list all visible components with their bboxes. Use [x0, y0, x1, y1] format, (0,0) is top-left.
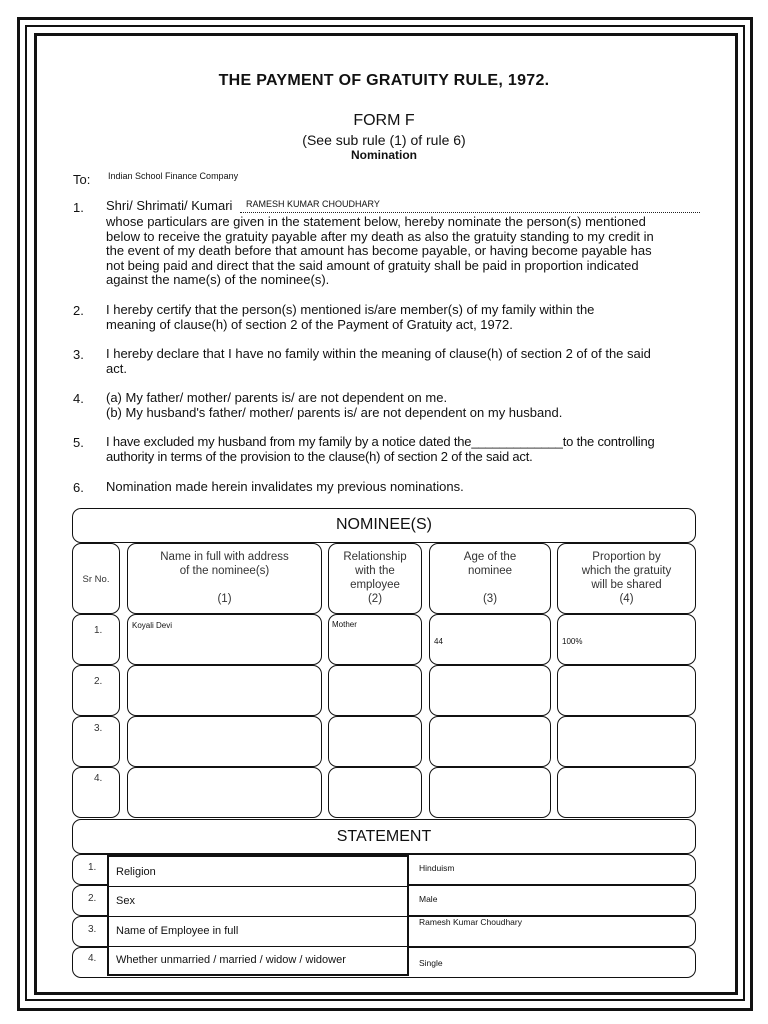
- statement-label: Whether unmarried / married / widow / widower: [116, 954, 346, 966]
- nominee-relation-cell: [328, 614, 422, 665]
- form-heading: Nomination: [351, 148, 417, 162]
- nominee-name-cell: [127, 716, 322, 767]
- statement-label-cell: [109, 917, 407, 947]
- table-row-num-cell: [72, 665, 120, 716]
- header-age-2: nominee: [467, 565, 513, 577]
- employee-name-value: RAMESH KUMAR CHOUDHARY: [246, 199, 380, 209]
- statement-row-number: 3.: [88, 924, 97, 935]
- header-age-3: (3): [482, 593, 498, 605]
- statement-value: Ramesh Kumar Choudhary: [419, 917, 522, 927]
- nominee-name-cell: [127, 614, 322, 665]
- statement-label-cell: [109, 857, 407, 887]
- nominee-name-cell: [127, 767, 322, 818]
- header-relation-cell: [328, 543, 422, 614]
- item-number: 4.: [73, 391, 84, 406]
- header-age-1: Age of the: [463, 551, 517, 563]
- nominee-age-cell: [429, 665, 551, 716]
- nominees-title-band: [72, 508, 696, 543]
- text-line: (a) My father/ mother/ parents is/ are not dependent on me.: [106, 390, 448, 405]
- to-value: Indian School Finance Company: [108, 171, 239, 181]
- table-row-num-cell: [72, 767, 120, 818]
- header-relation-1: Relationship: [343, 551, 407, 563]
- statement-row-number: 4.: [88, 953, 97, 964]
- text-line: Nomination made herein invalidates my previous nominations.: [106, 479, 464, 494]
- statement-title-band: [72, 819, 696, 854]
- header-proportion-1: Proportion by: [592, 551, 661, 563]
- nominee-age-cell: [429, 614, 551, 665]
- nominee-relation: Mother: [332, 620, 357, 629]
- nominee-proportion-cell: [557, 767, 696, 818]
- row-number: 4.: [94, 773, 103, 784]
- header-age-cell: [429, 543, 551, 614]
- header-name-3: (1): [217, 593, 232, 605]
- row-number: 1.: [94, 625, 103, 636]
- header-name-cell: [127, 543, 322, 614]
- nominee-proportion-cell: [557, 716, 696, 767]
- table-row-num-cell: [72, 716, 120, 767]
- nominee-name: Koyali Devi: [132, 621, 173, 630]
- text-line: act.: [106, 360, 127, 376]
- text-line: not being paid and direct that the said amount of gratuity shall be paid in proportion indicated: [106, 257, 639, 273]
- item-number: 1.: [73, 200, 84, 215]
- statement-label-cell: [109, 947, 407, 974]
- statement-value: Single: [419, 958, 443, 968]
- header-relation-3: employee: [350, 579, 400, 591]
- text-line: below to receive the gratuity payable after my death as also the gratuity standing to my credit in: [106, 228, 654, 244]
- item-1-text: [106, 215, 706, 288]
- statement-label-box: [107, 855, 409, 976]
- form-title: THE PAYMENT OF GRATUITY RULE, 1972.: [218, 72, 550, 89]
- to-label: To:: [73, 172, 91, 187]
- header-name-1: Name in full with address: [160, 551, 289, 563]
- nominee-age: 44: [434, 637, 443, 646]
- sub-rule: (See sub rule (1) of rule 6): [302, 132, 466, 148]
- nominee-proportion-cell: [557, 614, 696, 665]
- text-line: against the name(s) of the nominee(s).: [106, 272, 330, 287]
- header-proportion-4: (4): [619, 593, 634, 605]
- text-line: I hereby declare that I have no family within the meaning of clause(h) of section 2 of of the said: [106, 346, 651, 361]
- row-number: 3.: [94, 723, 103, 734]
- text-line: meaning of clause(h) of section 2 of the Payment of Gratuity act, 1972.: [106, 316, 513, 332]
- header-sr-cell: [72, 543, 120, 614]
- row-number: 2.: [94, 676, 103, 687]
- nominee-relation-cell: [328, 716, 422, 767]
- item-5-text: [106, 435, 706, 464]
- statement-row-number: 2.: [88, 893, 97, 904]
- statement-label: Religion: [116, 866, 156, 878]
- header-proportion-3: will be shared: [591, 579, 662, 591]
- statement-label-cell: [109, 887, 407, 917]
- nominee-age-cell: [429, 767, 551, 818]
- header-relation-2: with the: [355, 565, 395, 577]
- nominee-proportion: 100%: [562, 637, 583, 646]
- name-dotted-line: [240, 212, 700, 213]
- header-name-2: of the nominee(s): [179, 565, 270, 577]
- header-proportion-2: which the gratuity: [581, 565, 672, 577]
- nominee-name-cell: [127, 665, 322, 716]
- text-line: authority in terms of the provision to the clause(h) of section 2 of the said act.: [106, 448, 533, 464]
- item-number: 5.: [73, 435, 84, 450]
- header-proportion-cell: [557, 543, 696, 614]
- text-line: whose particulars are given in the statement below, hereby nominate the person(s) mentioned: [106, 214, 646, 229]
- statement-label: Sex: [116, 895, 135, 907]
- nominees-title: NOMINEE(S): [336, 516, 432, 533]
- text-line: I hereby certify that the person(s) mentioned is/are member(s) of my family within the: [106, 302, 595, 317]
- table-row-num-cell: [72, 614, 120, 665]
- nominee-proportion-cell: [557, 665, 696, 716]
- item-6-text: [106, 480, 706, 495]
- statement-title: STATEMENT: [336, 828, 432, 845]
- nominee-age-cell: [429, 716, 551, 767]
- statement-value: Male: [419, 894, 438, 904]
- nominee-relation-cell: [328, 665, 422, 716]
- item-number: 2.: [73, 303, 84, 318]
- item-3-text: [106, 347, 706, 376]
- item-number: 6.: [73, 480, 84, 495]
- text-line: I have excluded my husband from my family by a notice dated the_____________to the controlling: [106, 434, 655, 449]
- header-sr: Sr No.: [82, 574, 110, 585]
- statement-value: Hinduism: [419, 863, 455, 873]
- item-2-text: [106, 303, 706, 332]
- item-4-text: [106, 391, 706, 420]
- nominee-relation-cell: [328, 767, 422, 818]
- statement-row-number: 1.: [88, 862, 97, 873]
- text-line: (b) My husband's father/ mother/ parents is/ are not dependent on my husband.: [106, 404, 563, 420]
- text-line: the event of my death before that amount has become payable, or having become payable has: [106, 243, 652, 258]
- item-1-lead: Shri/ Shrimati/ Kumari: [106, 198, 233, 213]
- item-number: 3.: [73, 347, 84, 362]
- statement-label: Name of Employee in full: [116, 925, 239, 937]
- header-relation-4: (2): [367, 593, 383, 605]
- form-name: FORM F: [353, 112, 415, 129]
